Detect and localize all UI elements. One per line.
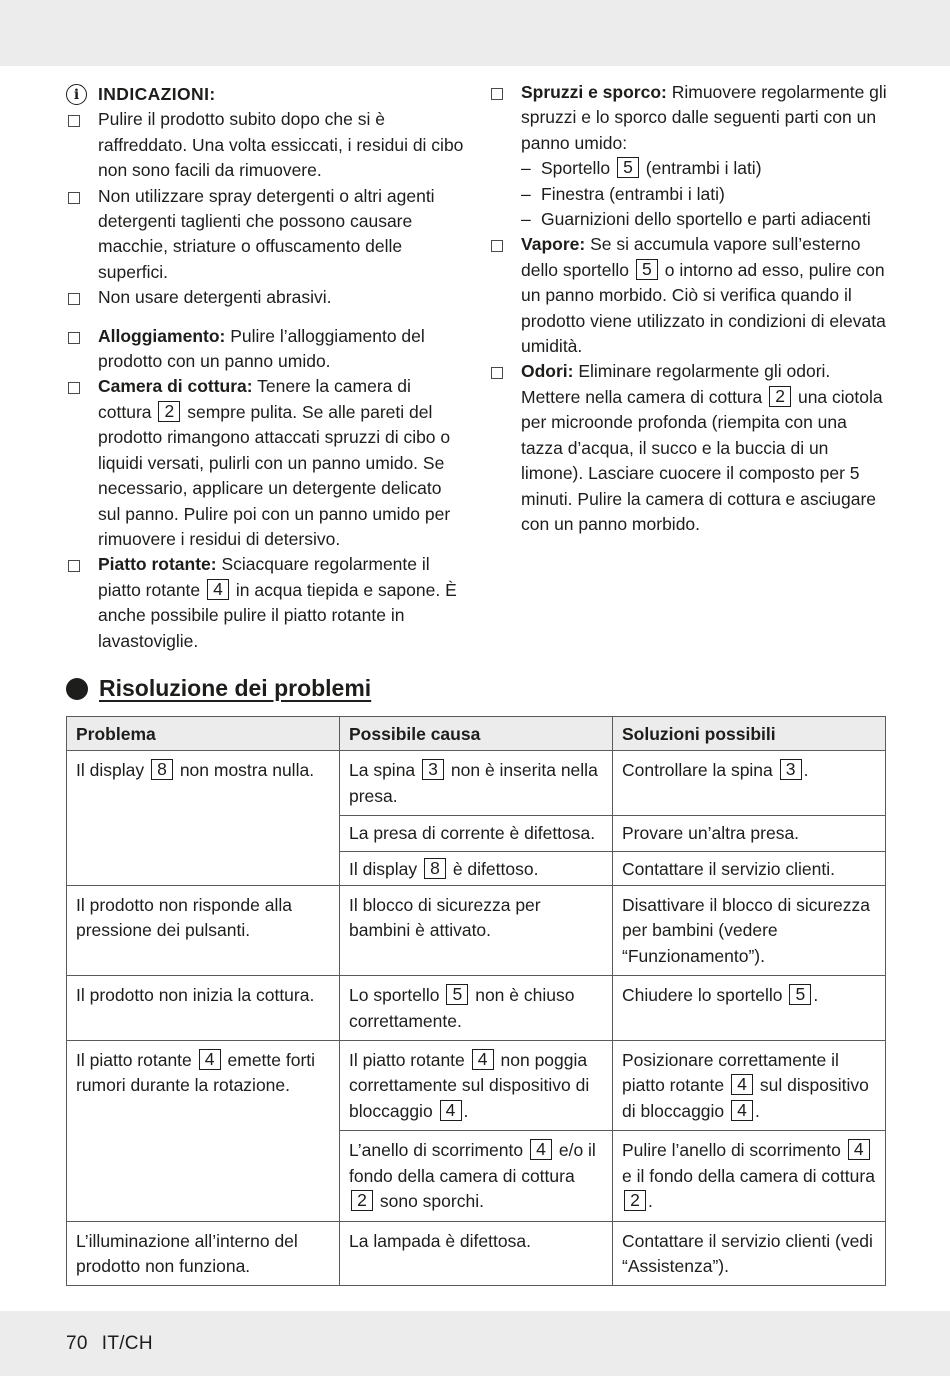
part-number-box: 3 — [780, 759, 802, 780]
cause-cell: Lo sportello 5 non è chiuso correttamente. — [340, 976, 613, 1041]
part-number-box: 2 — [351, 1190, 373, 1211]
problem-cell: Il piatto rotante 4 emette forti rumori durante la rotazione. — [67, 1041, 340, 1221]
item-piatto-rotante: Piatto rotante: Sciacquare regolarmente il piatto rotante 4 in acqua tiepida e sapone. È anche possibile pulire il piatto rotante in lavastoviglie. — [66, 552, 468, 654]
cause-cell: L’anello di scorrimento 4 e/o il fondo della camera di cottura 2 sono sporchi. — [340, 1131, 613, 1221]
problem-cell: Il display 8 non mostra nulla. — [67, 751, 340, 886]
item-alloggiamento: Alloggiamento: Pulire l’alloggiamento del prodotto con un panno umido. — [66, 324, 468, 375]
item-camera-di-cottura: Camera di cottura: Tenere la camera di cottura 2 sempre pulita. Se alle pareti del prodotto rimangono attaccati spruzzi di cibo o liquidi versati, pulirli con un panno umido. Se necessario, applicare un detergente delicato sul panno. Pulire poi con un panno umido per rimuovere i residui di detersivo. — [66, 374, 468, 552]
solution-cell: Contattare il servizio clienti. — [613, 851, 886, 885]
table-row — [67, 976, 886, 1041]
part-number-box: 5 — [789, 984, 811, 1005]
table-header-row — [67, 717, 886, 751]
part-number-box: 2 — [769, 386, 791, 407]
part-number-box: 2 — [624, 1190, 646, 1211]
page-number: 70 — [66, 1333, 88, 1354]
cleaning-list-right — [489, 80, 889, 537]
note-item: Non utilizzare spray detergenti o altri agenti detergenti taglienti che possono causare macchie, striature o offuscamento delle superfici. — [66, 184, 468, 286]
problem-cell: Il prodotto non risponde alla pressione dei pulsanti. — [67, 886, 340, 976]
section-title: Risoluzione dei problemi — [99, 675, 372, 701]
notes-heading — [66, 82, 468, 107]
part-number-box: 4 — [848, 1139, 870, 1160]
dash-item: – Sportello 5 (entrambi i lati) — [521, 156, 889, 181]
header-band — [0, 0, 950, 66]
dash-item: – Finestra (entrambi i lati) — [521, 182, 889, 207]
problem-cell: L’illuminazione all’interno del prodotto non funziona. — [67, 1221, 340, 1286]
part-number-box: 4 — [207, 579, 229, 600]
notes-title: INDICAZIONI: — [98, 84, 216, 104]
table-row — [67, 886, 886, 976]
info-icon: i — [66, 84, 87, 105]
part-number-box: 4 — [530, 1139, 552, 1160]
part-number-box: 3 — [422, 759, 444, 780]
solution-cell: Controllare la spina 3 . — [613, 751, 886, 816]
header-causa: Possibile causa — [340, 717, 613, 751]
item-vapore: Vapore: Se si accumula vapore sull’esterno dello sportello 5 o intorno ad esso, pulire con un panno morbido. Ciò si verifica quando il prodotto viene utilizzato in condizioni di elevata umidità. — [489, 232, 889, 359]
part-number-box: 8 — [151, 759, 173, 780]
header-problema: Problema — [67, 717, 340, 751]
cause-cell: La presa di corrente è difettosa. — [340, 816, 613, 851]
solution-cell: Disattivare il blocco di sicurezza per bambini (vedere “Funzionamento”). — [613, 886, 886, 976]
section-heading — [66, 676, 371, 701]
parts-dash-list — [521, 156, 889, 232]
locale-code: IT/CH — [101, 1333, 153, 1354]
part-number-box: 5 — [446, 984, 468, 1005]
cause-cell: La lampada è difettosa. — [340, 1221, 613, 1286]
part-number-box: 5 — [636, 259, 658, 280]
note-item: Pulire il prodotto subito dopo che si è raffreddato. Una volta essiccati, i residui di cibo non sono facili da rimuovere. — [66, 107, 468, 183]
part-number-box: 5 — [617, 157, 639, 178]
cause-cell: Il blocco di sicurezza per bambini è attivato. — [340, 886, 613, 976]
page-footer — [66, 1331, 153, 1356]
cause-cell: Il piatto rotante 4 non poggia correttamente sul dispositivo di bloccaggio 4 . — [340, 1041, 613, 1131]
bullet-dot-icon — [66, 678, 88, 700]
dash-item: – Guarnizioni dello sportello e parti adiacenti — [521, 207, 889, 232]
part-number-box: 2 — [158, 401, 180, 422]
troubleshooting-table — [66, 716, 886, 1286]
part-number-box: 4 — [199, 1049, 221, 1070]
table-row — [67, 1041, 886, 1131]
table-row — [67, 1221, 886, 1286]
part-number-box: 4 — [731, 1074, 753, 1095]
item-spruzzi-e-sporco: Spruzzi e sporco: Rimuovere regolarmente gli spruzzi e lo sporco dalle seguenti parti con un panno umido: – Sportello 5 (entrambi i lati) – Finestra (entrambi i lati) – Guarnizioni dello sportello e parti adiacenti — [489, 80, 889, 232]
solution-cell: Pulire l’anello di scorrimento 4 e il fondo della camera di cottura 2 . — [613, 1131, 886, 1221]
table-row — [67, 751, 886, 816]
part-number-box: 4 — [472, 1049, 494, 1070]
part-number-box: 4 — [731, 1100, 753, 1121]
item-odori: Odori: Eliminare regolarmente gli odori. Mettere nella camera di cottura 2 una ciotola per microonde profonda (riempita con una tazza d’acqua, il succo e la buccia di un limone). Lasciare cuocere il composto per 5 minuti. Pulire la camera di cottura e asciugare con un panno morbido. — [489, 359, 889, 537]
solution-cell: Contattare il servizio clienti (vedi “Assistenza”). — [613, 1221, 886, 1286]
cause-cell: Il display 8 è difettoso. — [340, 851, 613, 885]
cleaning-list-left — [66, 324, 468, 654]
notes-list — [66, 107, 468, 310]
right-column — [489, 80, 889, 537]
part-number-box: 4 — [440, 1100, 462, 1121]
cause-cell: La spina 3 non è inserita nella presa. — [340, 751, 613, 816]
note-item: Non usare detergenti abrasivi. — [66, 285, 468, 310]
problem-cell: Il prodotto non inizia la cottura. — [67, 976, 340, 1041]
part-number-box: 8 — [424, 858, 446, 879]
solution-cell: Posizionare correttamente il piatto rotante 4 sul dispositivo di bloccaggio 4 . — [613, 1041, 886, 1131]
left-column — [66, 82, 468, 654]
solution-cell: Chiudere lo sportello 5 . — [613, 976, 886, 1041]
solution-cell: Provare un’altra presa. — [613, 816, 886, 851]
header-soluzioni: Soluzioni possibili — [613, 717, 886, 751]
